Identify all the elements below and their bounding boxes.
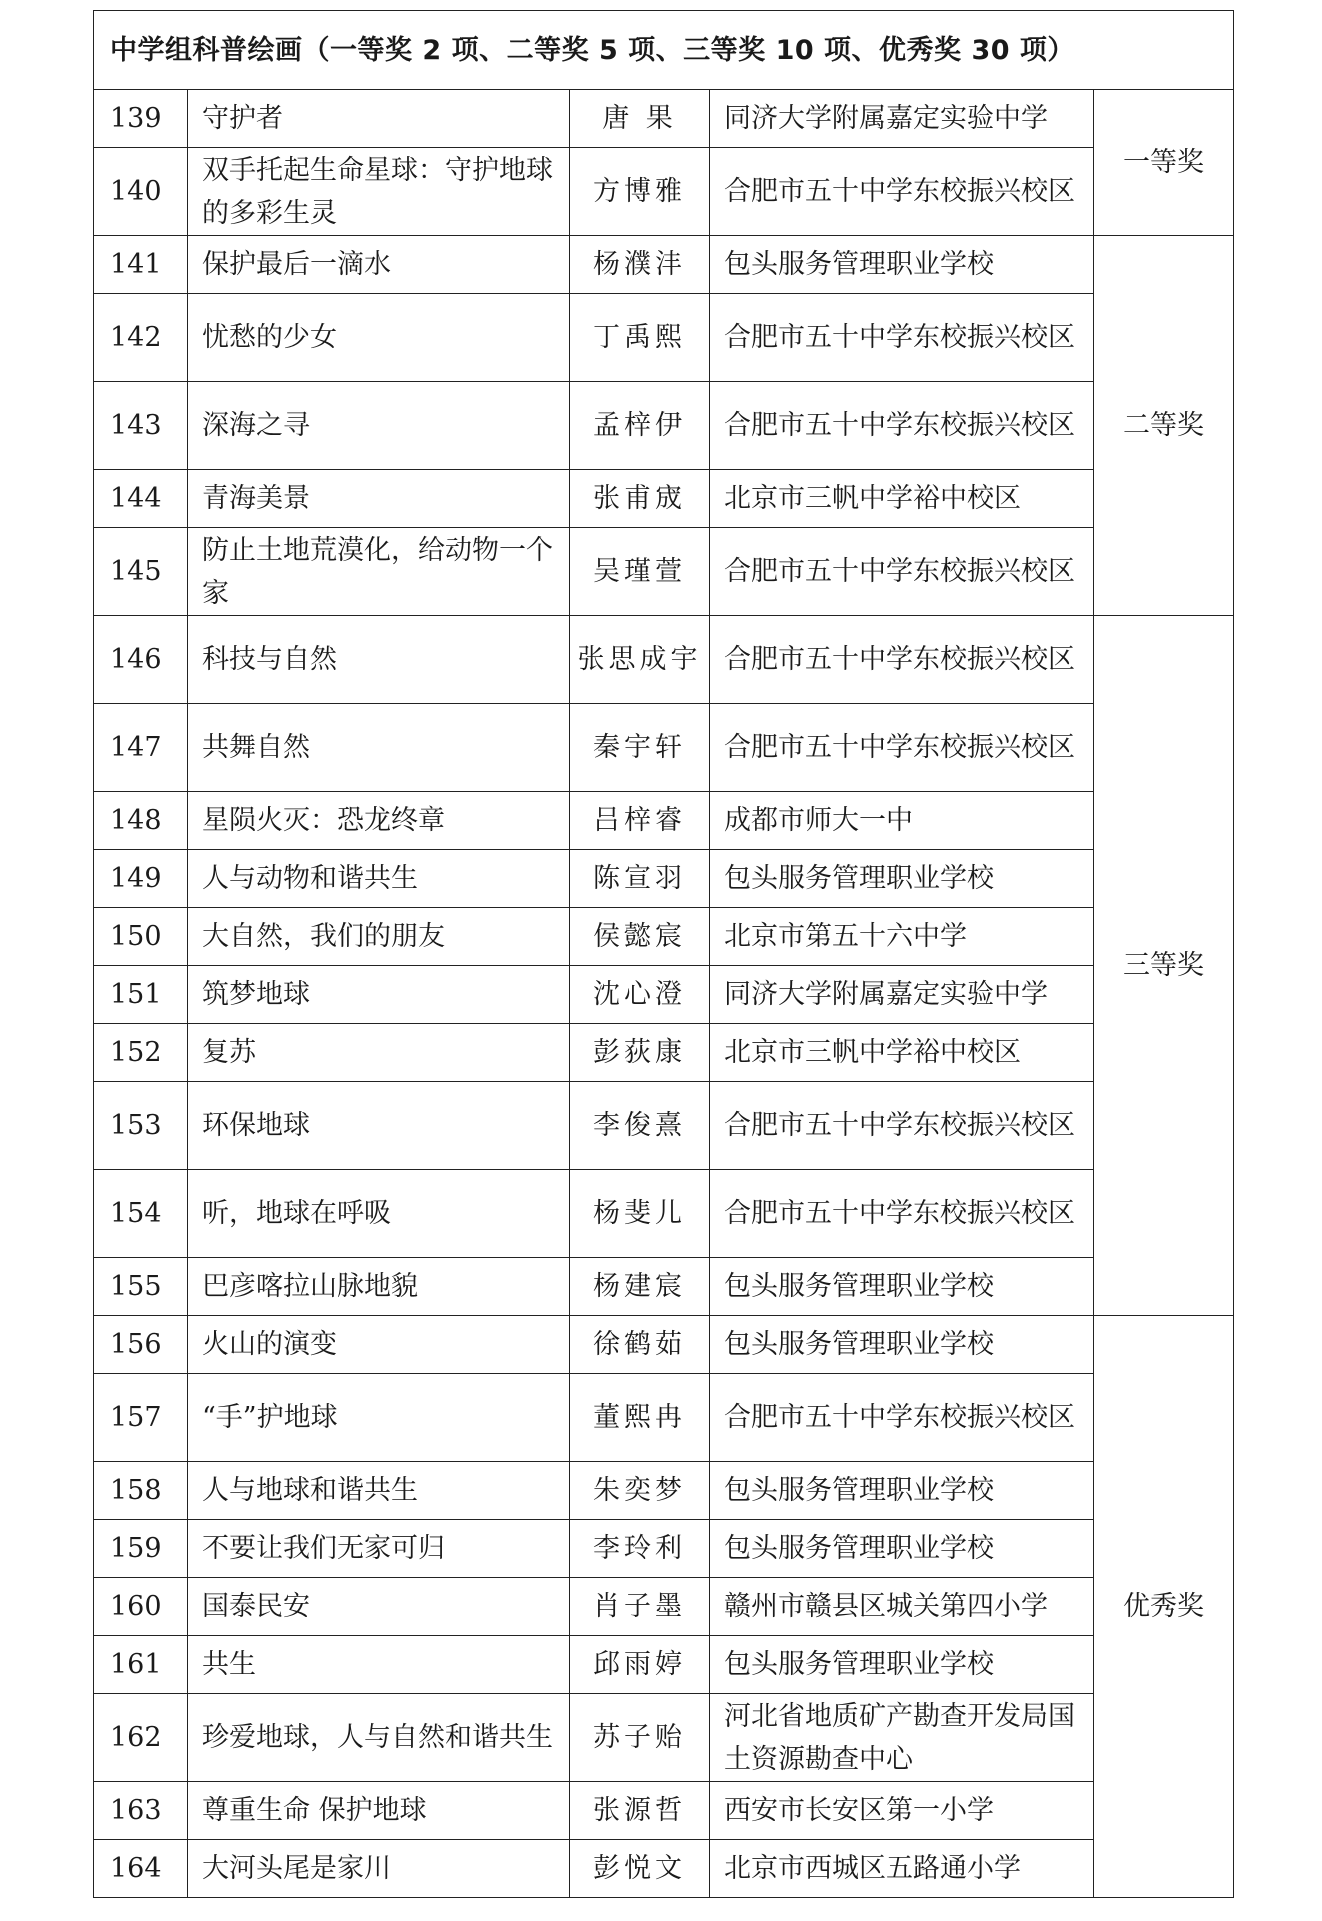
school-name: 成都市师大一中 bbox=[710, 792, 1094, 850]
title-row bbox=[94, 11, 1234, 90]
table-row bbox=[94, 1520, 1234, 1578]
row-number: 163 bbox=[94, 1782, 188, 1840]
school-name: 赣州市赣县区城关第四小学 bbox=[710, 1578, 1094, 1636]
work-title: 环保地球 bbox=[188, 1082, 570, 1170]
row-number: 150 bbox=[94, 908, 188, 966]
work-title: 深海之寻 bbox=[188, 382, 570, 470]
school-name: 包头服务管理职业学校 bbox=[710, 850, 1094, 908]
table-row bbox=[94, 1024, 1234, 1082]
row-number: 148 bbox=[94, 792, 188, 850]
author-name: 董熙冉 bbox=[570, 1374, 710, 1462]
school-name: 包头服务管理职业学校 bbox=[710, 1258, 1094, 1316]
table-title: 中学组科普绘画（一等奖 2 项、二等奖 5 项、三等奖 10 项、优秀奖 30 项） bbox=[94, 11, 1234, 90]
work-title: 大自然，我们的朋友 bbox=[188, 908, 570, 966]
table-row bbox=[94, 1840, 1234, 1898]
author-name: 吴瑾萱 bbox=[570, 528, 710, 616]
school-name: 合肥市五十中学东校振兴校区 bbox=[710, 1170, 1094, 1258]
school-name: 包头服务管理职业学校 bbox=[710, 1636, 1094, 1694]
school-name: 同济大学附属嘉定实验中学 bbox=[710, 90, 1094, 148]
author-name: 杨建宸 bbox=[570, 1258, 710, 1316]
work-title: “手”护地球 bbox=[188, 1374, 570, 1462]
table-row bbox=[94, 148, 1234, 236]
award-list-page bbox=[93, 10, 1233, 1898]
author-name: 沈心澄 bbox=[570, 966, 710, 1024]
row-number: 153 bbox=[94, 1082, 188, 1170]
author-name: 孟梓伊 bbox=[570, 382, 710, 470]
row-number: 157 bbox=[94, 1374, 188, 1462]
school-name: 北京市三帆中学裕中校区 bbox=[710, 1024, 1094, 1082]
school-name: 合肥市五十中学东校振兴校区 bbox=[710, 616, 1094, 704]
author-name: 杨濮沣 bbox=[570, 236, 710, 294]
row-number: 154 bbox=[94, 1170, 188, 1258]
table-row bbox=[94, 704, 1234, 792]
table-row bbox=[94, 1782, 1234, 1840]
table-row bbox=[94, 850, 1234, 908]
author-name: 丁禹熙 bbox=[570, 294, 710, 382]
prize-second: 二等奖 bbox=[1094, 236, 1234, 616]
author-name: 张甫宬 bbox=[570, 470, 710, 528]
author-name: 张源哲 bbox=[570, 1782, 710, 1840]
table-row bbox=[94, 528, 1234, 616]
table-row bbox=[94, 470, 1234, 528]
row-number: 161 bbox=[94, 1636, 188, 1694]
author-name: 方博雅 bbox=[570, 148, 710, 236]
work-title: 守护者 bbox=[188, 90, 570, 148]
table-row bbox=[94, 908, 1234, 966]
table-row bbox=[94, 1578, 1234, 1636]
author-name: 苏子贻 bbox=[570, 1694, 710, 1782]
author-name: 李玲利 bbox=[570, 1520, 710, 1578]
work-title: 复苏 bbox=[188, 1024, 570, 1082]
prize-first: 一等奖 bbox=[1094, 90, 1234, 236]
school-name: 北京市三帆中学裕中校区 bbox=[710, 470, 1094, 528]
row-number: 152 bbox=[94, 1024, 188, 1082]
work-title: 国泰民安 bbox=[188, 1578, 570, 1636]
school-name: 河北省地质矿产勘查开发局国土资源勘查中心 bbox=[710, 1694, 1094, 1782]
table-row bbox=[94, 236, 1234, 294]
work-title: 尊重生命 保护地球 bbox=[188, 1782, 570, 1840]
author-name: 吕梓睿 bbox=[570, 792, 710, 850]
row-number: 145 bbox=[94, 528, 188, 616]
work-title: 不要让我们无家可归 bbox=[188, 1520, 570, 1578]
author-name: 肖子墨 bbox=[570, 1578, 710, 1636]
author-name: 秦宇轩 bbox=[570, 704, 710, 792]
row-number: 158 bbox=[94, 1462, 188, 1520]
work-title: 人与地球和谐共生 bbox=[188, 1462, 570, 1520]
author-name: 唐 果 bbox=[570, 90, 710, 148]
work-title: 防止土地荒漠化，给动物一个家 bbox=[188, 528, 570, 616]
row-number: 155 bbox=[94, 1258, 188, 1316]
school-name: 同济大学附属嘉定实验中学 bbox=[710, 966, 1094, 1024]
row-number: 140 bbox=[94, 148, 188, 236]
row-number: 156 bbox=[94, 1316, 188, 1374]
table-row bbox=[94, 1694, 1234, 1782]
table-row bbox=[94, 1636, 1234, 1694]
work-title: 忧愁的少女 bbox=[188, 294, 570, 382]
author-name: 李俊熹 bbox=[570, 1082, 710, 1170]
work-title: 火山的演变 bbox=[188, 1316, 570, 1374]
school-name: 包头服务管理职业学校 bbox=[710, 236, 1094, 294]
row-number: 144 bbox=[94, 470, 188, 528]
author-name: 彭悦文 bbox=[570, 1840, 710, 1898]
table-row bbox=[94, 1374, 1234, 1462]
work-title: 保护最后一滴水 bbox=[188, 236, 570, 294]
work-title: 听，地球在呼吸 bbox=[188, 1170, 570, 1258]
row-number: 162 bbox=[94, 1694, 188, 1782]
work-title: 筑梦地球 bbox=[188, 966, 570, 1024]
work-title: 大河头尾是家川 bbox=[188, 1840, 570, 1898]
school-name: 包头服务管理职业学校 bbox=[710, 1316, 1094, 1374]
school-name: 西安市长安区第一小学 bbox=[710, 1782, 1094, 1840]
table-row bbox=[94, 90, 1234, 148]
row-number: 147 bbox=[94, 704, 188, 792]
work-title: 共舞自然 bbox=[188, 704, 570, 792]
work-title: 珍爱地球，人与自然和谐共生 bbox=[188, 1694, 570, 1782]
table-row bbox=[94, 1462, 1234, 1520]
row-number: 142 bbox=[94, 294, 188, 382]
table-row bbox=[94, 616, 1234, 704]
row-number: 149 bbox=[94, 850, 188, 908]
row-number: 160 bbox=[94, 1578, 188, 1636]
school-name: 北京市第五十六中学 bbox=[710, 908, 1094, 966]
row-number: 159 bbox=[94, 1520, 188, 1578]
row-number: 139 bbox=[94, 90, 188, 148]
table-row bbox=[94, 382, 1234, 470]
table-row bbox=[94, 792, 1234, 850]
author-name: 邱雨婷 bbox=[570, 1636, 710, 1694]
school-name: 包头服务管理职业学校 bbox=[710, 1462, 1094, 1520]
table-row bbox=[94, 294, 1234, 382]
work-title: 星陨火灭：恐龙终章 bbox=[188, 792, 570, 850]
author-name: 杨斐儿 bbox=[570, 1170, 710, 1258]
row-number: 151 bbox=[94, 966, 188, 1024]
work-title: 人与动物和谐共生 bbox=[188, 850, 570, 908]
prize-third: 三等奖 bbox=[1094, 616, 1234, 1316]
table-row bbox=[94, 1082, 1234, 1170]
work-title: 科技与自然 bbox=[188, 616, 570, 704]
school-name: 合肥市五十中学东校振兴校区 bbox=[710, 1374, 1094, 1462]
row-number: 146 bbox=[94, 616, 188, 704]
school-name: 北京市西城区五路通小学 bbox=[710, 1840, 1094, 1898]
author-name: 侯懿宸 bbox=[570, 908, 710, 966]
author-name: 彭荻康 bbox=[570, 1024, 710, 1082]
row-number: 164 bbox=[94, 1840, 188, 1898]
author-name: 陈宣羽 bbox=[570, 850, 710, 908]
row-number: 141 bbox=[94, 236, 188, 294]
school-name: 合肥市五十中学东校振兴校区 bbox=[710, 382, 1094, 470]
award-table bbox=[93, 10, 1234, 1898]
table-row bbox=[94, 966, 1234, 1024]
work-title: 共生 bbox=[188, 1636, 570, 1694]
author-name: 朱奕梦 bbox=[570, 1462, 710, 1520]
school-name: 合肥市五十中学东校振兴校区 bbox=[710, 294, 1094, 382]
table-row bbox=[94, 1258, 1234, 1316]
work-title: 巴彦喀拉山脉地貌 bbox=[188, 1258, 570, 1316]
author-name: 徐鹤茹 bbox=[570, 1316, 710, 1374]
school-name: 合肥市五十中学东校振兴校区 bbox=[710, 1082, 1094, 1170]
author-name: 张思成宇 bbox=[570, 616, 710, 704]
school-name: 合肥市五十中学东校振兴校区 bbox=[710, 528, 1094, 616]
work-title: 青海美景 bbox=[188, 470, 570, 528]
prize-merit: 优秀奖 bbox=[1094, 1316, 1234, 1898]
table-row bbox=[94, 1316, 1234, 1374]
school-name: 包头服务管理职业学校 bbox=[710, 1520, 1094, 1578]
school-name: 合肥市五十中学东校振兴校区 bbox=[710, 704, 1094, 792]
table-row bbox=[94, 1170, 1234, 1258]
work-title: 双手托起生命星球：守护地球的多彩生灵 bbox=[188, 148, 570, 236]
school-name: 合肥市五十中学东校振兴校区 bbox=[710, 148, 1094, 236]
row-number: 143 bbox=[94, 382, 188, 470]
